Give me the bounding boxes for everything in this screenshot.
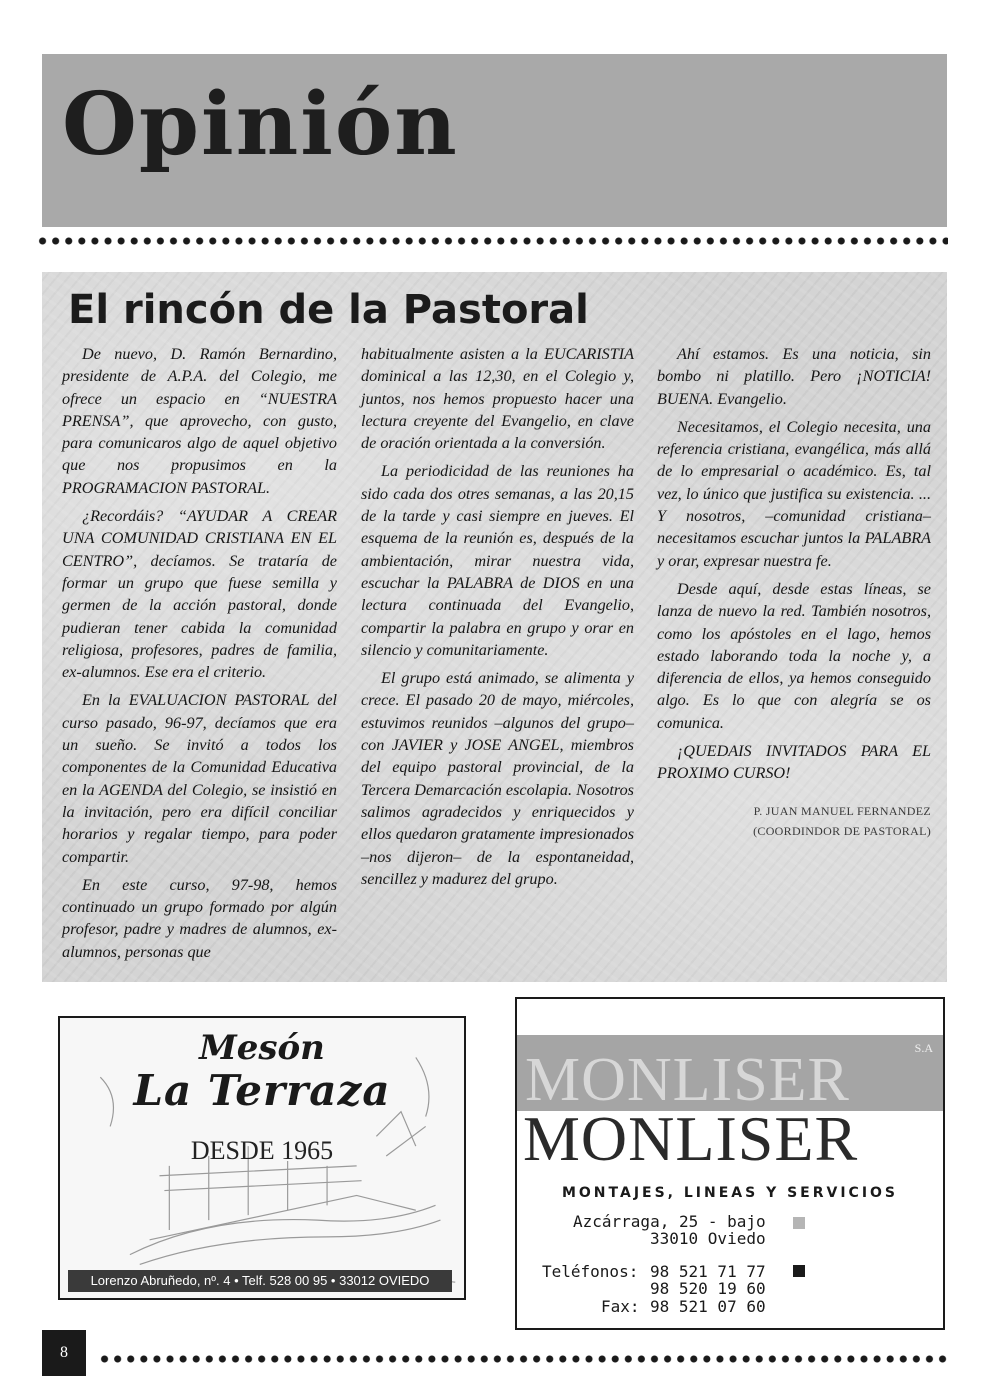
address-line-2: 33010 Oviedo bbox=[650, 1229, 766, 1248]
monliser-logo: MONLISER bbox=[523, 1103, 859, 1174]
phone-1: 98 521 71 77 bbox=[650, 1262, 766, 1281]
paragraph: Ahí estamos. Es una noticia, sin bombo ni platillo. Pero ¡NOTICIA! BUENA. Evangelio. bbox=[657, 345, 931, 408]
page-number: 8 bbox=[42, 1330, 86, 1376]
article-column-3 bbox=[657, 343, 931, 841]
paragraph: ¿Recordáis? “AYUDAR A CREAR UNA COMUNIDAD CRISTIANA EN EL CENTRO”, decíamos. Se trataría de formar un grupo que fuese semilla y germen de la acción pastoral, donde pudieran tener cabida la comunidad religiosa, profesores, padres de familia, ex-alumnos. Ese era el criterio. bbox=[62, 507, 337, 682]
meson-la-terraza-ad bbox=[58, 1016, 466, 1300]
meson-address-bar: Lorenzo Abruñedo, nº. 4 • Telf. 528 00 95 • 33012 OVIEDO bbox=[68, 1270, 452, 1292]
phone-2: 98 520 19 60 bbox=[650, 1279, 766, 1298]
light-square-icon bbox=[793, 1217, 805, 1229]
fax-number: 98 521 07 60 bbox=[650, 1297, 766, 1316]
paragraph: Desde aquí, desde estas líneas, se lanza de nuevo la red. También nosotros, como los apóstoles en el lago, hemos estado laborando toda la noche y, a diferencia de ellos, ya hemos conseguido algo. Es lo que con alegría se os comunica. bbox=[657, 579, 931, 732]
paragraph: Necesitamos, el Colegio necesita, una referencia cristiana, evangélica, más allá de lo empresarial o académico. Es, tal vez, lo único que justifica su existencia. ... Y nosotros, –comunidad cristiana– necesitamos escuchar juntos la PALABRA y orar, expresar nuestra fe. bbox=[657, 417, 931, 570]
meson-name: La Terraza bbox=[133, 1066, 391, 1115]
article-column-2 bbox=[361, 343, 634, 896]
meson-word: Mesón bbox=[199, 1028, 325, 1068]
dark-square-icon bbox=[793, 1265, 805, 1277]
address-line-1: Azcárraga, 25 - bajo bbox=[573, 1212, 766, 1231]
paragraph: La periodicidad de las reuniones ha sido cada dos otres semanas, a las 20,15 de la tarde y casi siempre en jueves. El esquema de la reunión es, después de la ambientación, mirar nuestra vida, escuchar la PALABRA de DIOS en una lectura continuada del Evangelio, compartir la palabra en grupo y orar en silencio y comunitariamente. bbox=[361, 462, 634, 659]
paragraph: El grupo está animado, se alimenta y crece. El pasado 20 de mayo, miércoles, estuvimos reunidos –algunos del grupo– con JAVIER y JOSE ANGEL, miembros del equipo pastoral provincial, de la Tercera Demarcación escolapia. Nosotros salimos agradecidos y enriquecidos y ellos quedaron gratamente impresionados –nos dijeron– de la espontaneidad, sencillez y madurez del grupo. bbox=[361, 669, 634, 888]
paragraph: habitualmente asisten a la EUCARISTIA dominical a las 12,30, en el Colegio y, juntos, nos hemos propuesto hacer una lectura creyente del Evangelio, en clave de oración orientada a la conversión. bbox=[361, 345, 634, 453]
paragraph: ¡QUEDAIS INVITADOS PARA EL PROXIMO CURSO! bbox=[657, 742, 931, 783]
paragraph: En la EVALUACION PASTORAL del curso pasado, 96-97, decíamos que era un sueño. Se invitó a todos los componentes de la Comunidad Educativa en la AGENDA del Colegio, se insistió en la invitación, pero era difícil conciliar horarios y regalar tiempo, para poder compartir. bbox=[62, 691, 337, 866]
paragraph: En este curso, 97-98, hemos continuado un grupo formado por algún profesor, padre y madres de alumnos, ex-alumnos, personas que bbox=[62, 875, 337, 961]
article-title: El rincón de la Pastoral bbox=[68, 287, 589, 333]
paragraph: De nuevo, D. Ramón Bernardino, presidente de A.P.A. del Colegio, me ofrece un espacio en “NUESTRA PRENSA”, que aprovecho, con gusto, para comunicaros algo de aquel objetivo que nos propusimos en la PROGRAMACION PASTORAL. bbox=[62, 345, 337, 497]
meson-since: DESDE 1965 bbox=[190, 1136, 334, 1165]
fax-label: Fax: bbox=[601, 1297, 640, 1316]
article-column-1 bbox=[62, 343, 337, 969]
monliser-sa: S.A bbox=[914, 1041, 933, 1055]
monliser-ghost-logo: MONLISER bbox=[525, 1046, 850, 1114]
phones-label: Teléfonos: bbox=[542, 1262, 639, 1281]
signature-role: (COORDINDOR DE PASTORAL) bbox=[753, 823, 931, 838]
dotted-divider-top bbox=[36, 236, 948, 246]
article-signature bbox=[657, 801, 931, 841]
monliser-ad bbox=[515, 997, 945, 1330]
monliser-tagline: MONTAJES, LINEAS Y SERVICIOS bbox=[561, 1185, 899, 1201]
signature-name: P. JUAN MANUEL FERNANDEZ bbox=[753, 803, 931, 818]
dotted-divider-bottom bbox=[98, 1354, 948, 1364]
section-title: Opinión bbox=[62, 74, 459, 175]
